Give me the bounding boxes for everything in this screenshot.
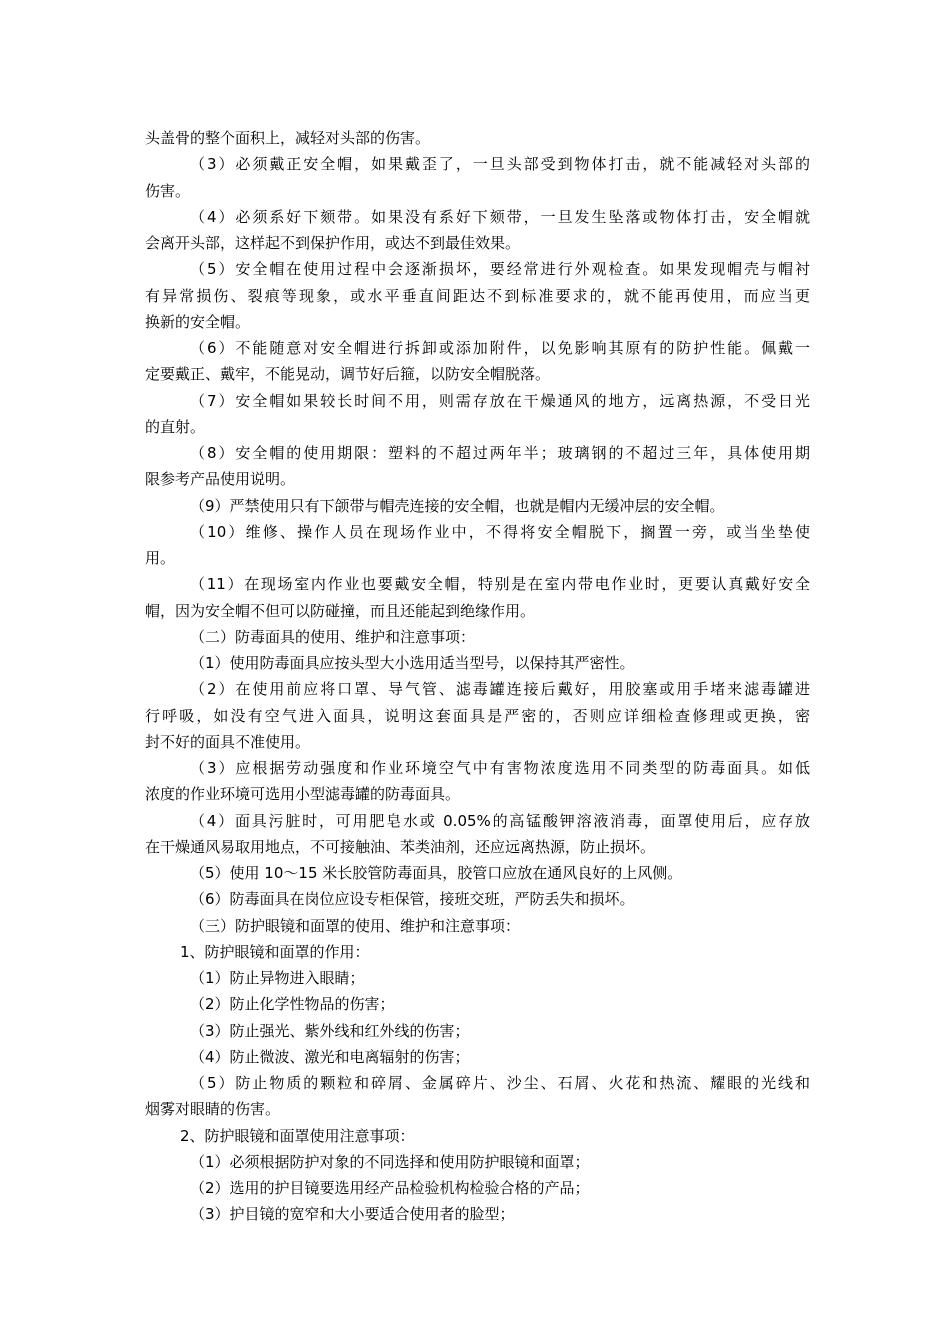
text-line: （4）必须系好下颏带。如果没有系好下颏带，一旦发生坠落或物体打击，安全帽就	[190, 207, 810, 226]
text-line: （9）严禁使用只有下颌带与帽壳连接的安全帽，也就是帽内无缓冲层的安全帽。	[190, 496, 725, 515]
text-line: （3）护目镜的宽窄和大小要适合使用者的脸型；	[190, 1205, 515, 1224]
text-line: （8）安全帽的使用期限：塑料的不超过两年半；玻璃钢的不超过三年，具体使用期	[190, 444, 810, 462]
text-line: （二）防毒面具的使用、维护和注意事项：	[190, 627, 476, 646]
text-line: 会离开头部，这样起不到保护作用，或达不到最佳效果。	[145, 234, 521, 252]
text-line: 在干燥通风易取用地点，不可接触油、苯类油剂，还应远离热源，防止损坏。	[145, 837, 656, 856]
text-line: 头盖骨的整个面积上，减轻对头部的伤害。	[145, 129, 431, 147]
text-line: 定要戴正、戴牢，不能晃动，调节好后箍，以防安全帽脱落。	[145, 365, 551, 384]
text-line: 换新的安全帽。	[145, 312, 251, 331]
text-line: （1）使用防毒面具应按头型大小选用适当型号，以保持其严密性。	[190, 654, 635, 672]
text-line: 烟雾对眼睛的伤害。	[145, 1100, 281, 1119]
text-line: （3）防止强光、紫外线和红外线的伤害；	[190, 1021, 470, 1040]
text-line: （1）必须根据防护对象的不同选择和使用防护眼镜和面罩；	[190, 1152, 590, 1171]
text-line: 用。	[145, 549, 176, 567]
text-line: （5）使用 10～15 米长胶管防毒面具，胶管口应放在通风良好的上风侧。	[190, 864, 683, 882]
text-line: 行呼吸，如没有空气进入面具，说明这套面具是严密的，否则应详细检查修理或更换，密	[145, 706, 810, 725]
text-line: （2）防止化学性物品的伤害；	[190, 995, 395, 1014]
text-line: 限参考产品使用说明。	[145, 470, 296, 489]
text-line: 有异常损伤、裂痕等现象，或水平垂直间距达不到标准要求的，就不能再使用，而应当更	[145, 286, 810, 305]
text-line: （11）在现场室内作业也要戴安全帽，特别是在室内带电作业时，更要认真戴好安全	[190, 575, 810, 594]
text-line: 伤害。	[145, 181, 191, 200]
text-line: （4）防止微波、激光和电离辐射的伤害；	[190, 1047, 470, 1066]
text-line: （5）防止物质的颗粒和碎屑、金属碎片、沙尘、石屑、火花和热流、耀眼的光线和	[190, 1074, 810, 1092]
document-body	[145, 125, 810, 1228]
text-line: （3）必须戴正安全帽，如果戴歪了，一旦头部受到物体打击，就不能减轻对头部的	[190, 155, 810, 174]
text-line: 2、防护眼镜和面罩使用注意事项：	[180, 1126, 415, 1145]
text-line: （6）防毒面具在岗位应设专柜保管，接班交班，严防丢失和损坏。	[190, 890, 635, 909]
text-line: （2）在使用前应将口罩、导气管、滤毒罐连接后戴好，用胶塞或用手堵来滤毒罐进	[190, 680, 810, 699]
text-line: （1）防止异物进入眼睛；	[190, 969, 365, 987]
text-line: （三）防护眼镜和面罩的使用、维护和注意事项：	[190, 916, 521, 935]
text-line: 浓度的作业环境可选用小型滤毒罐的防毒面具。	[145, 785, 461, 804]
text-line: 封不好的面具不准使用。	[145, 732, 311, 751]
text-line: （10）维修、操作人员在现场作业中，不得将安全帽脱下，搁置一旁，或当坐垫使	[190, 522, 810, 541]
text-line: （3）应根据劳动强度和作业环境空气中有害物浓度选用不同类型的防毒面具。如低	[190, 759, 810, 777]
text-line: 的直射。	[145, 417, 206, 436]
text-line: （2）选用的护目镜要选用经产品检验机构检验合格的产品；	[190, 1179, 590, 1197]
text-line: （6）不能随意对安全帽进行拆卸或添加附件，以免影响其原有的防护性能。佩戴一	[190, 339, 810, 357]
text-line: 1、防护眼镜和面罩的作用：	[180, 942, 370, 961]
text-line: （4）面具污脏时，可用肥皂水或 0.05%的高锰酸钾溶液消毒，面罩使用后，应存放	[190, 811, 810, 830]
text-line: （5）安全帽在使用过程中会逐渐损坏，要经常进行外观检查。如果发现帽壳与帽衬	[190, 260, 810, 279]
text-line: 帽，因为安全帽不但可以防碰撞，而且还能起到绝缘作用。	[145, 601, 536, 620]
text-line: （7）安全帽如果较长时间不用，则需存放在干燥通风的地方，远离热源，不受日光	[190, 391, 810, 410]
